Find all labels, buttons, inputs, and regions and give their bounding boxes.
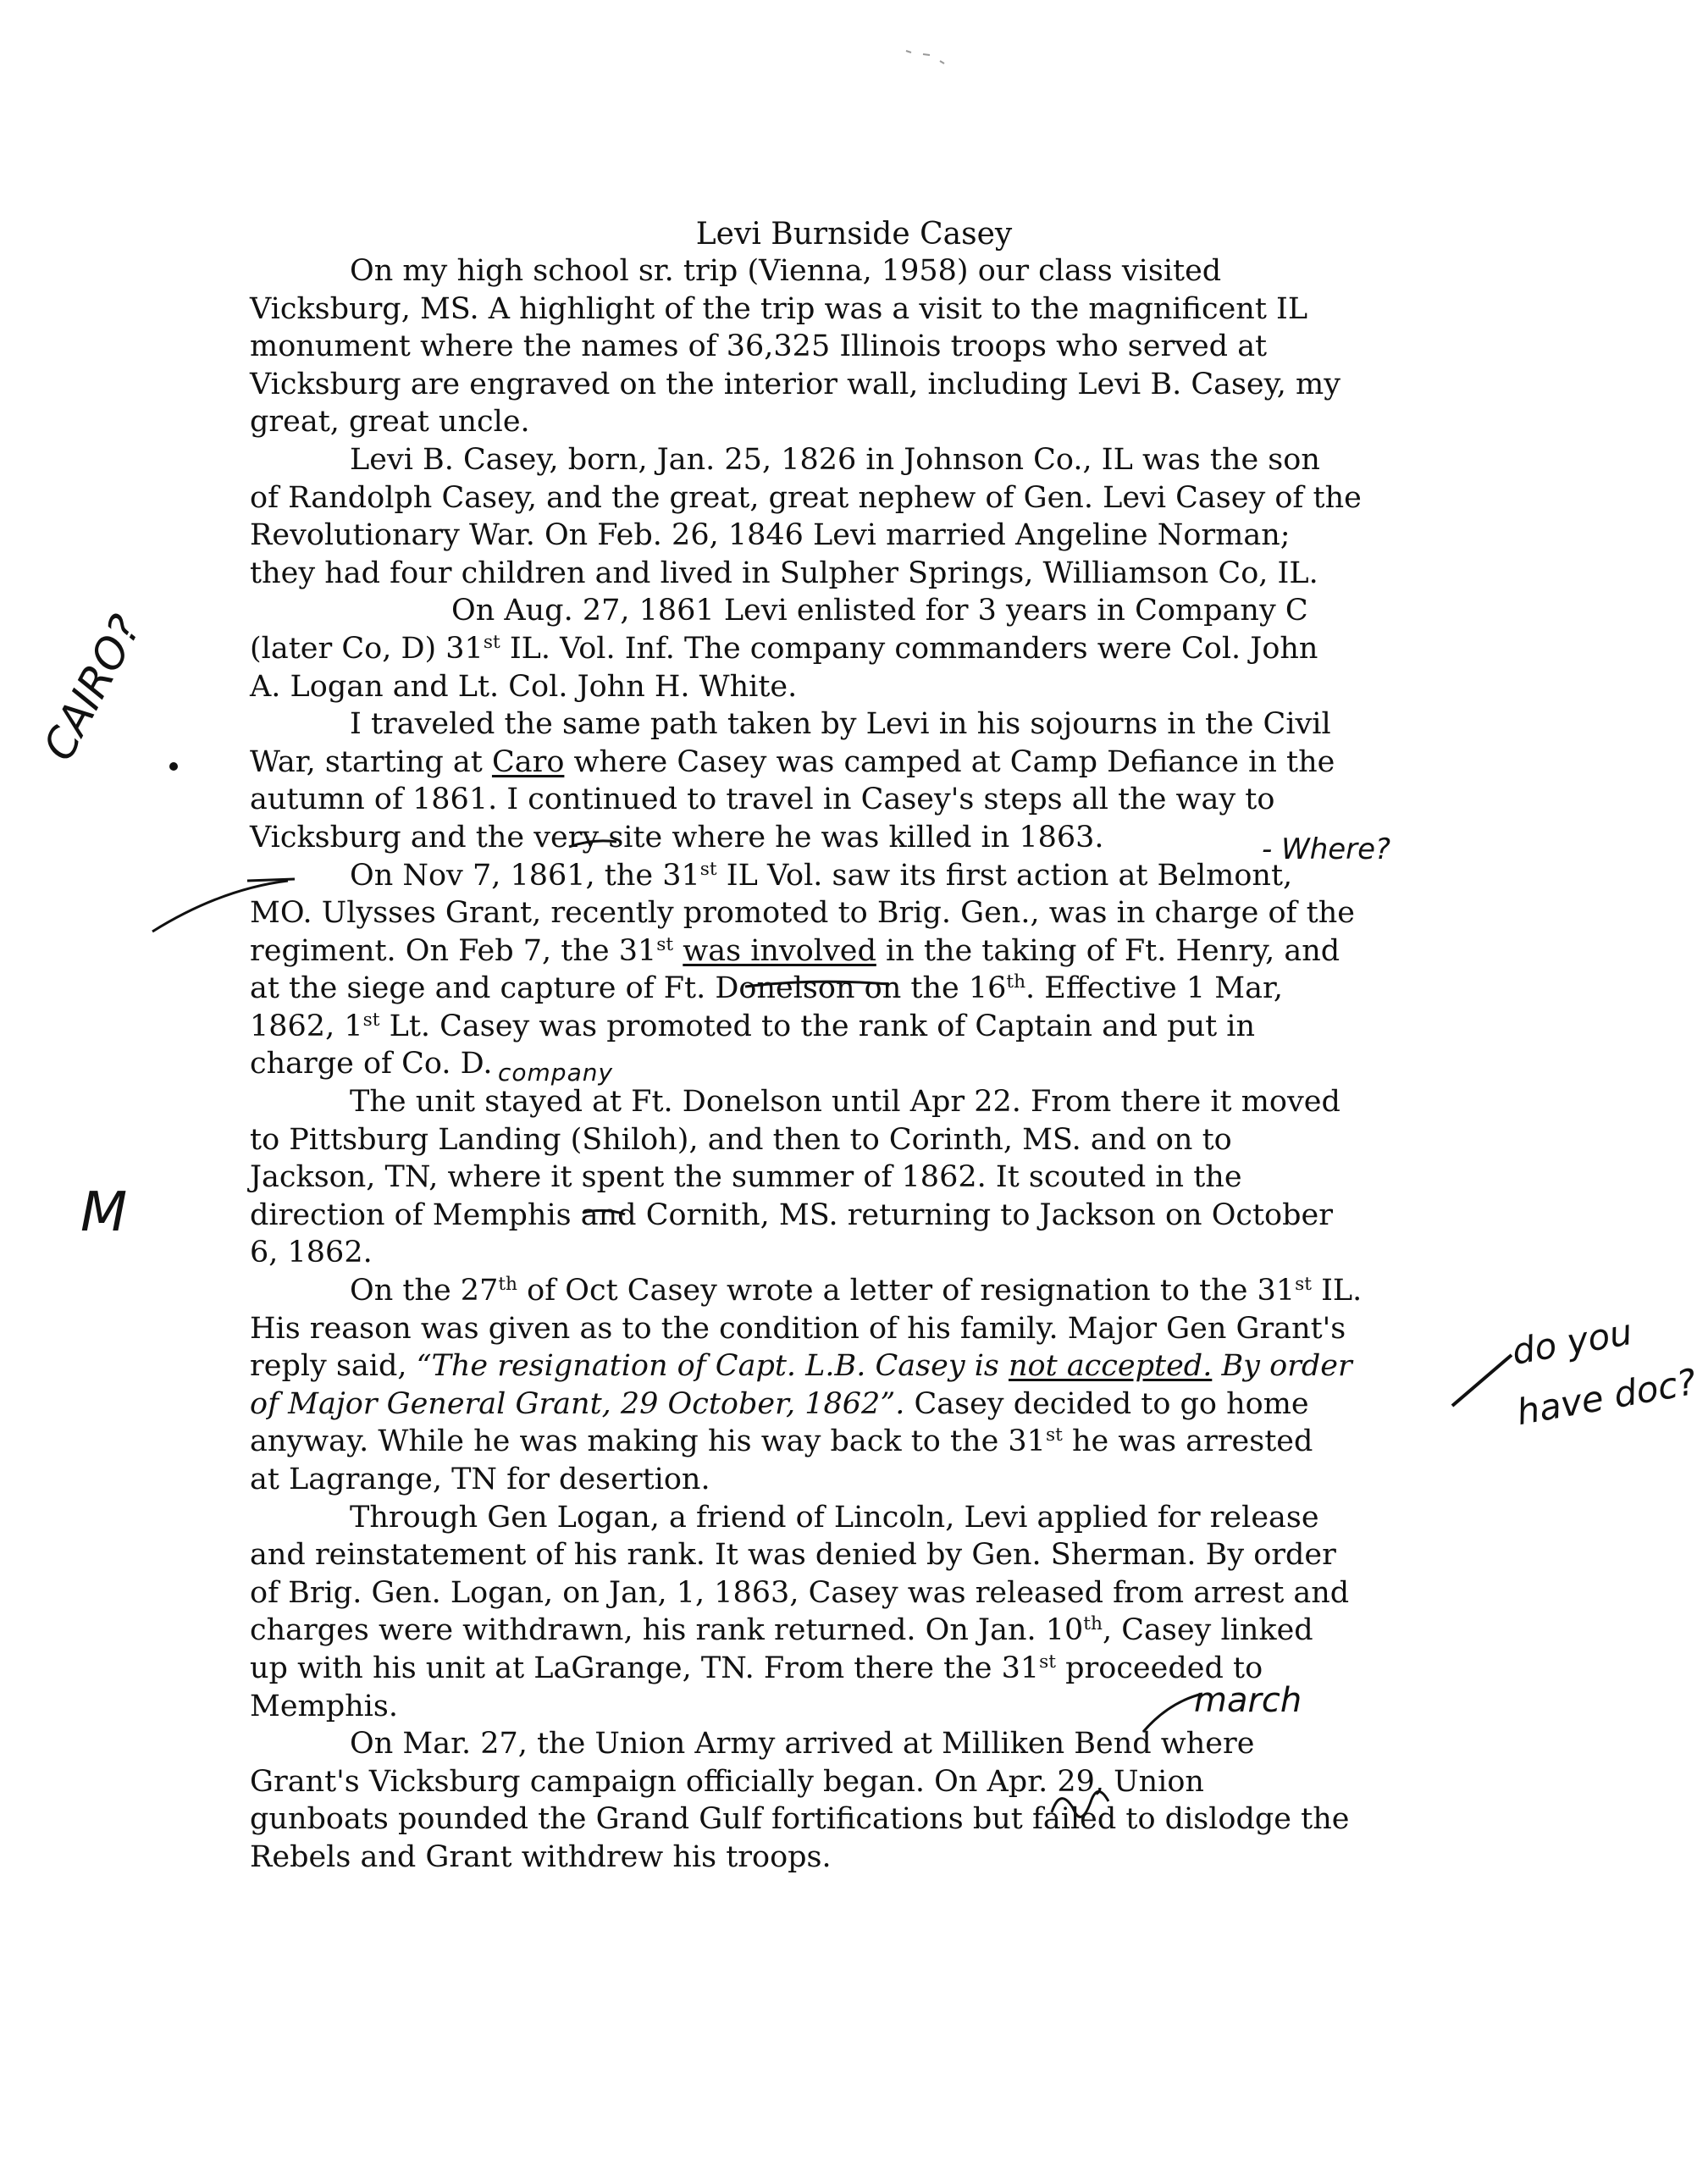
text-span: Lt. Casey was promoted to the rank of Captain and put in [379, 1009, 1256, 1043]
quoted-reply: “The resignation of Capt. L.B. Casey is [416, 1349, 1009, 1384]
text-line: The unit stayed at Ft. Donelson until Apr 22. From there it moved [350, 1085, 1340, 1120]
superscript: st [1045, 1424, 1063, 1446]
ink-speck [906, 51, 944, 64]
superscript: st [1295, 1274, 1312, 1296]
superscript: st [362, 1009, 380, 1031]
quoted-reply: By order [1212, 1349, 1352, 1384]
text-span: he was arrested [1062, 1424, 1313, 1459]
handwritten-doc-note-1: do you [1508, 1310, 1636, 1374]
superscript: th [1006, 971, 1026, 993]
text-span: . Effective 1 Mar, [1025, 971, 1284, 1006]
text-line [250, 1385, 1469, 1424]
quoted-reply: of Major General Grant, 29 October, 1862”. [250, 1386, 905, 1421]
superscript: th [498, 1274, 518, 1296]
text-line: On Mar. 27, the Union Army arrived at Milliken Bend where [350, 1727, 1255, 1762]
text-line: to Pittsburg Landing (Shiloh), and then to Corinth, MS. and on to [250, 1122, 1232, 1157]
underlined-not-accepted: not accepted. [1009, 1349, 1213, 1384]
text-span: War, starting at [250, 744, 492, 779]
document-body [250, 252, 1469, 1877]
text-line: Rebels and Grant withdrew his troops. [250, 1839, 832, 1874]
text-line [250, 1347, 1469, 1385]
text-line [250, 970, 1469, 1008]
text-line: 6, 1862. [250, 1236, 373, 1270]
text-line: Revolutionary War. On Feb. 26, 1846 Levi married Angeline Norman; [250, 518, 1291, 553]
text-line: MO. Ulysses Grant, recently promoted to Brig. Gen., was in charge of the [250, 896, 1355, 931]
superscript: st [656, 933, 674, 955]
text-line: charge of Co. D. [250, 1047, 493, 1081]
text-span: , Casey linked [1102, 1613, 1313, 1648]
text-span: 1862, 1 [250, 1009, 363, 1043]
text-line [250, 1272, 1469, 1310]
text-line: direction of Memphis and Cornith, MS. returning to Jackson on October [250, 1197, 1333, 1232]
text-line [250, 1423, 1469, 1461]
text-line: monument where the names of 36,325 Illinois troops who served at [250, 329, 1268, 364]
text-line [250, 630, 1469, 668]
text-line: they had four children and lived in Sulpher Springs, Williamson Co, IL. [250, 556, 1318, 590]
text-line: On my high school sr. trip (Vienna, 1958) our class visited [350, 254, 1222, 288]
text-span: where Casey was camped at Camp Defiance in the [564, 744, 1335, 779]
text-line: great, great uncle. [250, 405, 530, 440]
text-span: proceeded to [1056, 1651, 1263, 1685]
text-span: Casey decided to go home [904, 1386, 1309, 1421]
margin-dot [169, 762, 178, 771]
text-span: On Nov 7, 1861, the 31 [350, 858, 700, 893]
superscript: st [699, 858, 717, 880]
document-title: Levi Burnside Casey [695, 217, 1013, 252]
superscript: th [1083, 1613, 1103, 1635]
text-line: Vicksburg and the very site where he was killed in 1863. [250, 820, 1104, 854]
text-line [250, 744, 1469, 782]
text-line: Memphis. [250, 1689, 398, 1723]
handwritten-m-note: M [80, 1181, 128, 1244]
text-line: at Lagrange, TN for desertion. [250, 1463, 710, 1496]
text-span: anyway. While he was making his way back to the 31 [250, 1424, 1046, 1459]
text-span: in the taking of Ft. Henry, and [876, 933, 1340, 968]
handwritten-where-note: - Where? [1262, 832, 1391, 866]
text-line: of Brig. Gen. Logan, on Jan, 1, 1863, Casey was released from arrest and [250, 1575, 1350, 1610]
text-line: and reinstatement of his rank. It was denied by Gen. Sherman. By order [250, 1538, 1336, 1573]
text-line: Vicksburg are engraved on the interior wall, including Levi B. Casey, my [250, 367, 1340, 401]
text-line: His reason was given as to the condition of his family. Major Gen Grant's [250, 1311, 1346, 1346]
text-span [673, 934, 683, 968]
text-span: On the 27 [350, 1274, 499, 1308]
handwritten-company-note: company [498, 1059, 614, 1087]
text-span: IL. [1311, 1274, 1363, 1308]
text-line: Through Gen Logan, a friend of Lincoln, Levi applied for release [350, 1500, 1319, 1535]
text-line [250, 1612, 1469, 1650]
underlined-caro: Caro [491, 744, 565, 779]
text-span: IL Vol. saw its first action at Belmont, [716, 858, 1293, 893]
text-line [250, 1008, 1469, 1046]
text-span: up with his unit at LaGrange, TN. From there the 31 [250, 1651, 1040, 1685]
superscript: st [1039, 1651, 1056, 1673]
text-line: of Randolph Casey, and the great, great nephew of Gen. Levi Casey of the [250, 480, 1362, 515]
text-span: at the siege and capture of Ft. Donelson on the 16 [250, 971, 1007, 1006]
text-line: Jackson, TN, where it spent the summer of 1862. It scouted in the [250, 1160, 1242, 1195]
text-span: regiment. On Feb 7, the 31 [250, 933, 657, 968]
superscript: st [483, 632, 500, 654]
text-line: Vicksburg, MS. A highlight of the trip was a visit to the magnificent IL [250, 291, 1308, 326]
text-line: I traveled the same path taken by Levi in his sojourns in the Civil [350, 707, 1331, 742]
text-span: reply said, [250, 1349, 417, 1384]
text-line: Levi B. Casey, born, Jan. 25, 1826 in Johnson Co., IL was the son [350, 442, 1320, 477]
handwritten-march-note: march [1194, 1681, 1302, 1720]
text-span: IL. Vol. Inf. The company commanders were Col. John [500, 631, 1318, 666]
text-span: charges were withdrawn, his rank returned. On Jan. 10 [250, 1613, 1084, 1648]
text-line: gunboats pounded the Grand Gulf fortifications but failed to dislodge the [250, 1802, 1350, 1837]
text-line: Grant's Vicksburg campaign officially began. On Apr. 29, Union [250, 1764, 1204, 1799]
text-line: A. Logan and Lt. Col. John H. White. [250, 669, 798, 704]
underlined-was-involved: was involved [683, 933, 876, 968]
handwritten-cairo-note: CAIRO? [34, 607, 151, 769]
handwritten-doc-note-2: have doc? [1513, 1360, 1700, 1434]
text-line: autumn of 1861. I continued to travel in Casey's steps all the way to [250, 783, 1275, 817]
text-span: (later Co, D) 31 [250, 631, 484, 666]
text-span: of Oct Casey wrote a letter of resignation to the 31 [517, 1274, 1296, 1308]
text-line: On Aug. 27, 1861 Levi enlisted for 3 years in Company C [451, 594, 1308, 628]
text-line [250, 932, 1469, 971]
